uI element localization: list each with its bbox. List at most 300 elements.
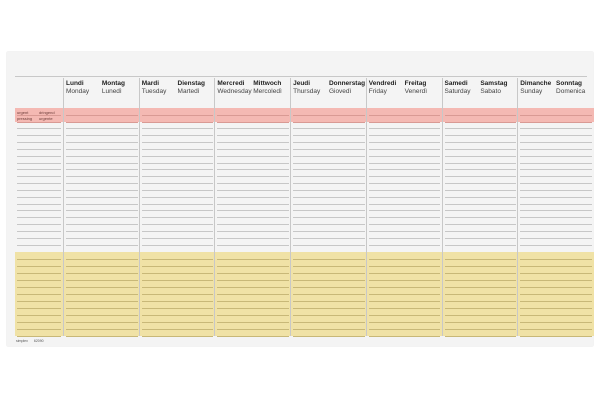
writing-line: [369, 115, 441, 116]
yellow-band: [291, 252, 367, 336]
writing-line: [17, 280, 61, 281]
writing-line: [293, 183, 365, 184]
writing-line: [217, 217, 289, 218]
writing-line: [369, 322, 441, 323]
writing-line: [293, 301, 365, 302]
writing-line: [369, 156, 441, 157]
writing-line: [142, 156, 214, 157]
writing-line: [293, 245, 365, 246]
urgent-labels: [17, 110, 61, 122]
day-header: [445, 80, 517, 106]
writing-line: [66, 308, 138, 309]
ruled-lines: [518, 108, 594, 336]
writing-line: [17, 210, 61, 211]
writing-line: [17, 176, 61, 177]
weekly-planner-sheet: [7, 52, 593, 346]
writing-line: [17, 169, 61, 170]
writing-line: [66, 128, 138, 129]
ruled-lines: [291, 108, 367, 336]
day-header: [66, 80, 138, 106]
writing-line: [142, 149, 214, 150]
writing-line: [520, 128, 592, 129]
writing-line: [17, 231, 61, 232]
writing-line: [17, 273, 61, 274]
writing-line: [445, 135, 517, 136]
writing-line: [17, 142, 61, 143]
day-name-de: Samstag: [480, 80, 508, 87]
writing-line: [520, 183, 592, 184]
writing-line: [17, 224, 61, 225]
writing-line: [217, 197, 289, 198]
writing-line: [520, 217, 592, 218]
writing-line: [142, 217, 214, 218]
writing-line: [369, 301, 441, 302]
urgent-band: [215, 108, 291, 122]
writing-line: [520, 336, 592, 337]
day-name-de: Montag: [101, 80, 125, 87]
writing-line: [293, 259, 365, 260]
writing-line: [17, 197, 61, 198]
writing-line: [445, 308, 517, 309]
writing-line: [17, 190, 61, 191]
writing-line: [293, 190, 365, 191]
writing-line: [293, 238, 365, 239]
writing-line: [217, 231, 289, 232]
writing-line: [142, 176, 214, 177]
urgent-band: [518, 108, 594, 122]
writing-line: [369, 210, 441, 211]
writing-line: [217, 135, 289, 136]
writing-line: [66, 224, 138, 225]
writing-line: [369, 169, 441, 170]
writing-line: [66, 280, 138, 281]
writing-line: [17, 149, 61, 150]
writing-line: [17, 204, 61, 205]
writing-line: [66, 238, 138, 239]
writing-line: [293, 308, 365, 309]
writing-line: [445, 163, 517, 164]
writing-line: [445, 245, 517, 246]
writing-line: [17, 217, 61, 218]
writing-line: [142, 135, 214, 136]
day-header: [217, 80, 289, 106]
writing-line: [369, 142, 441, 143]
writing-line: [142, 245, 214, 246]
writing-line: [217, 308, 289, 309]
writing-line: [66, 259, 138, 260]
day-name-it: Sabato: [480, 88, 501, 95]
writing-line: [445, 294, 517, 295]
writing-line: [445, 280, 517, 281]
writing-line: [217, 238, 289, 239]
urgent-band: [64, 108, 140, 122]
writing-line: [293, 176, 365, 177]
writing-line: [445, 224, 517, 225]
writing-line: [217, 259, 289, 260]
day-name-de: Freitag: [404, 80, 427, 87]
yellow-band: [140, 252, 216, 336]
writing-line: [142, 287, 214, 288]
writing-line: [445, 329, 517, 330]
writing-line: [142, 259, 214, 260]
writing-line: [142, 210, 214, 211]
day-name-fr: Vendredi: [368, 80, 397, 87]
writing-line: [217, 156, 289, 157]
writing-line: [520, 156, 592, 157]
writing-line: [445, 176, 517, 177]
writing-line: [66, 336, 138, 337]
writing-line: [66, 329, 138, 330]
writing-line: [17, 156, 61, 157]
writing-line: [66, 301, 138, 302]
writing-line: [369, 238, 441, 239]
writing-line: [66, 322, 138, 323]
writing-line: [445, 156, 517, 157]
writing-line: [520, 259, 592, 260]
writing-line: [66, 183, 138, 184]
day-column: [442, 78, 519, 336]
writing-line: [217, 224, 289, 225]
writing-line: [142, 280, 214, 281]
writing-line: [520, 176, 592, 177]
writing-line: [520, 135, 592, 136]
writing-line: [520, 190, 592, 191]
writing-line: [445, 190, 517, 191]
writing-line: [142, 163, 214, 164]
writing-line: [217, 329, 289, 330]
writing-line: [142, 301, 214, 302]
writing-line: [66, 245, 138, 246]
day-name-en: Sunday: [520, 88, 543, 95]
writing-line: [217, 210, 289, 211]
white-band: [367, 122, 443, 252]
white-band: [518, 122, 594, 252]
writing-line: [445, 266, 517, 267]
writing-line: [142, 322, 214, 323]
writing-line: [369, 315, 441, 316]
day-column: [366, 78, 443, 336]
day-name-it: Lunedì: [101, 88, 122, 95]
writing-line: [369, 336, 441, 337]
urgent-label-right: dringend: [39, 110, 55, 115]
white-band: [64, 122, 140, 252]
writing-line: [17, 135, 61, 136]
urgent-label-right: urgente: [39, 116, 53, 121]
day-name-en: Tuesday: [141, 88, 167, 95]
writing-line: [445, 301, 517, 302]
writing-line: [369, 294, 441, 295]
writing-line: [17, 163, 61, 164]
writing-line: [520, 266, 592, 267]
writing-line: [445, 142, 517, 143]
writing-line: [520, 280, 592, 281]
writing-line: [445, 315, 517, 316]
day-name-fr: Mardi: [141, 80, 160, 87]
writing-line: [17, 259, 61, 260]
urgent-band: [140, 108, 216, 122]
white-band: [215, 122, 291, 252]
writing-line: [293, 169, 365, 170]
day-name-it: Giovedì: [328, 88, 352, 95]
day-name-en: Wednesday: [217, 88, 252, 95]
writing-line: [520, 245, 592, 246]
writing-line: [445, 183, 517, 184]
writing-line: [142, 115, 214, 116]
writing-line: [520, 301, 592, 302]
writing-line: [66, 266, 138, 267]
day-name-de: Dienstag: [177, 80, 205, 87]
writing-line: [445, 273, 517, 274]
writing-line: [369, 176, 441, 177]
writing-line: [445, 217, 517, 218]
writing-line: [17, 183, 61, 184]
writing-line: [369, 280, 441, 281]
writing-line: [217, 190, 289, 191]
writing-line: [369, 163, 441, 164]
writing-line: [217, 169, 289, 170]
writing-line: [445, 231, 517, 232]
writing-line: [142, 169, 214, 170]
writing-line: [369, 231, 441, 232]
writing-line: [66, 294, 138, 295]
writing-line: [66, 135, 138, 136]
writing-line: [142, 197, 214, 198]
writing-line: [369, 273, 441, 274]
writing-line: [520, 308, 592, 309]
writing-line: [445, 197, 517, 198]
yellow-band: [215, 252, 291, 336]
writing-line: [445, 128, 517, 129]
ruled-lines: [215, 108, 291, 336]
day-column: [290, 78, 367, 336]
writing-line: [142, 231, 214, 232]
yellow-band: [15, 252, 63, 336]
ruled-lines: [443, 108, 519, 336]
writing-line: [293, 329, 365, 330]
urgent-band: [291, 108, 367, 122]
writing-line: [66, 190, 138, 191]
writing-line: [520, 204, 592, 205]
writing-line: [142, 190, 214, 191]
ruled-lines: [140, 108, 216, 336]
writing-line: [293, 231, 365, 232]
day-column: [139, 78, 216, 336]
writing-line: [445, 322, 517, 323]
day-name-en: Monday: [66, 88, 90, 95]
writing-line: [369, 266, 441, 267]
writing-line: [17, 308, 61, 309]
urgent-band: [15, 108, 63, 122]
writing-line: [66, 315, 138, 316]
writing-line: [217, 183, 289, 184]
writing-line: [293, 287, 365, 288]
writing-line: [293, 322, 365, 323]
day-name-en: Thursday: [293, 88, 321, 95]
writing-line: [66, 273, 138, 274]
writing-line: [369, 204, 441, 205]
writing-line: [445, 336, 517, 337]
writing-line: [142, 128, 214, 129]
writing-line: [369, 245, 441, 246]
day-header: [293, 80, 365, 106]
writing-line: [17, 266, 61, 267]
writing-line: [369, 217, 441, 218]
writing-line: [142, 273, 214, 274]
writing-line: [217, 287, 289, 288]
writing-line: [520, 294, 592, 295]
writing-line: [293, 217, 365, 218]
brand-code: 62090: [33, 339, 44, 343]
writing-line: [66, 287, 138, 288]
writing-line: [217, 315, 289, 316]
writing-line: [17, 245, 61, 246]
writing-line: [217, 115, 289, 116]
writing-line: [66, 115, 138, 116]
writing-line: [445, 204, 517, 205]
writing-line: [520, 142, 592, 143]
writing-line: [369, 183, 441, 184]
writing-line: [369, 287, 441, 288]
writing-line: [17, 294, 61, 295]
writing-line: [17, 238, 61, 239]
writing-line: [142, 224, 214, 225]
writing-line: [66, 217, 138, 218]
brand-name: simplex: [16, 339, 28, 343]
writing-line: [369, 197, 441, 198]
writing-line: [520, 329, 592, 330]
writing-line: [520, 210, 592, 211]
writing-line: [66, 163, 138, 164]
yellow-band: [443, 252, 519, 336]
writing-line: [520, 163, 592, 164]
writing-line: [17, 301, 61, 302]
writing-line: [66, 204, 138, 205]
writing-line: [142, 315, 214, 316]
writing-line: [445, 169, 517, 170]
writing-line: [217, 280, 289, 281]
writing-line: [520, 287, 592, 288]
writing-line: [520, 322, 592, 323]
day-name-it: Venerdì: [404, 88, 428, 95]
writing-line: [142, 238, 214, 239]
writing-line: [217, 149, 289, 150]
writing-line: [293, 156, 365, 157]
writing-line: [520, 224, 592, 225]
writing-line: [520, 238, 592, 239]
writing-line: [293, 315, 365, 316]
writing-line: [217, 128, 289, 129]
ruled-lines: [64, 108, 140, 336]
writing-line: [66, 142, 138, 143]
white-band: [443, 122, 519, 252]
writing-line: [293, 294, 365, 295]
writing-line: [217, 176, 289, 177]
writing-line: [293, 336, 365, 337]
writing-line: [293, 197, 365, 198]
writing-line: [369, 149, 441, 150]
day-header: [520, 80, 592, 106]
writing-line: [445, 259, 517, 260]
writing-line: [445, 115, 517, 116]
top-rule: [15, 76, 587, 77]
writing-line: [66, 176, 138, 177]
day-name-it: Martedì: [177, 88, 200, 95]
day-name-fr: Jeudi: [293, 80, 311, 87]
writing-line: [293, 163, 365, 164]
writing-line: [217, 142, 289, 143]
day-name-it: Domenica: [556, 88, 586, 95]
writing-line: [66, 156, 138, 157]
writing-line: [520, 315, 592, 316]
planner-grid: [15, 78, 593, 336]
yellow-band: [64, 252, 140, 336]
writing-line: [142, 266, 214, 267]
urgent-band: [443, 108, 519, 122]
white-band: [15, 122, 63, 252]
writing-line: [142, 329, 214, 330]
writing-line: [369, 190, 441, 191]
day-column: [517, 78, 594, 336]
writing-line: [217, 294, 289, 295]
writing-line: [520, 169, 592, 170]
day-header: [369, 80, 441, 106]
writing-line: [520, 231, 592, 232]
writing-line: [293, 224, 365, 225]
writing-line: [293, 266, 365, 267]
ruled-lines: [367, 108, 443, 336]
writing-line: [293, 280, 365, 281]
writing-line: [142, 308, 214, 309]
writing-line: [17, 322, 61, 323]
day-name-de: Mittwoch: [253, 80, 282, 87]
writing-line: [66, 210, 138, 211]
day-column: [63, 78, 140, 336]
yellow-band: [518, 252, 594, 336]
writing-line: [293, 149, 365, 150]
urgent-label-left: urgent: [17, 110, 29, 115]
writing-line: [217, 336, 289, 337]
day-header: [142, 80, 214, 106]
writing-line: [369, 224, 441, 225]
writing-line: [293, 210, 365, 211]
day-name-it: Mercoledì: [253, 88, 282, 95]
writing-line: [17, 329, 61, 330]
writing-line: [142, 294, 214, 295]
writing-line: [217, 163, 289, 164]
writing-line: [217, 245, 289, 246]
white-band: [140, 122, 216, 252]
day-name-fr: Samedi: [444, 80, 468, 87]
yellow-band: [367, 252, 443, 336]
writing-line: [369, 128, 441, 129]
writing-line: [17, 336, 61, 337]
writing-line: [520, 273, 592, 274]
urgent-label-left: pressing: [17, 116, 33, 121]
day-name-en: Saturday: [444, 88, 471, 95]
writing-line: [17, 287, 61, 288]
writing-line: [369, 308, 441, 309]
writing-line: [217, 266, 289, 267]
writing-line: [142, 336, 214, 337]
writing-line: [445, 238, 517, 239]
writing-line: [66, 231, 138, 232]
writing-line: [217, 301, 289, 302]
writing-line: [17, 128, 61, 129]
brand-footer: [16, 339, 44, 343]
writing-line: [142, 142, 214, 143]
writing-line: [17, 315, 61, 316]
writing-line: [445, 210, 517, 211]
